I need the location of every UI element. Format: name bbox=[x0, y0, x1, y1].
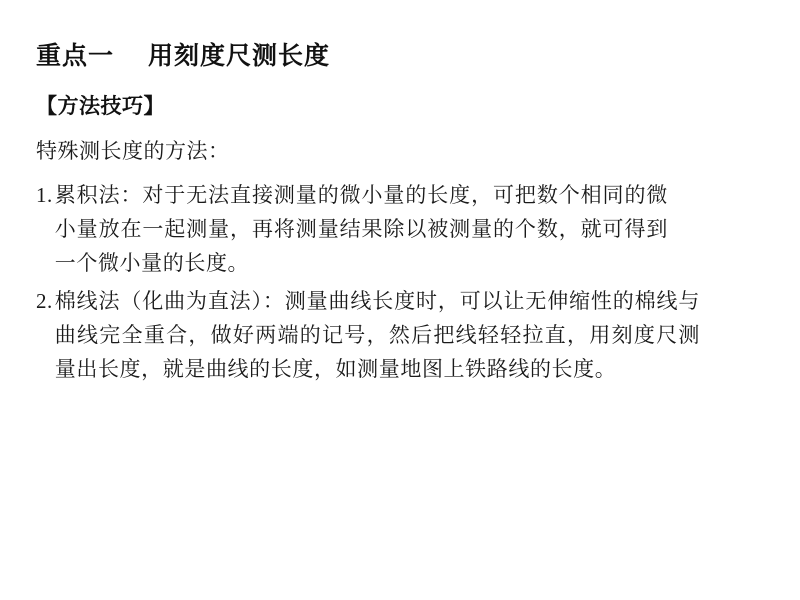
lead-paragraph: 特殊测长度的方法： bbox=[36, 139, 230, 163]
section-heading: 【方法技巧】 bbox=[36, 94, 165, 118]
page-title-sub: 用刻度尺测长度 bbox=[148, 41, 331, 70]
page-title-main: 重点一 bbox=[36, 41, 115, 70]
list-item bbox=[36, 284, 760, 386]
list-item-number: 1. bbox=[36, 182, 53, 207]
list-item bbox=[36, 178, 760, 280]
page-title bbox=[36, 36, 760, 72]
list-item-text: 棉线法（化曲为直法）：测量曲线长度时，可以让无伸缩性的棉线与曲线完全重合，做好两端的记号，然后把线轻轻拉直，用刻度尺测量出长度，就是曲线的长度，如测量地图上铁路线的长度。 bbox=[54, 288, 700, 381]
list-item-number: 2. bbox=[36, 288, 53, 313]
list-item-text: 累积法：对于无法直接测量的微小量的长度，可把数个相同的微小量放在一起测量，再将测量结果除以被测量的个数，就可得到一个微小量的长度。 bbox=[54, 182, 668, 275]
